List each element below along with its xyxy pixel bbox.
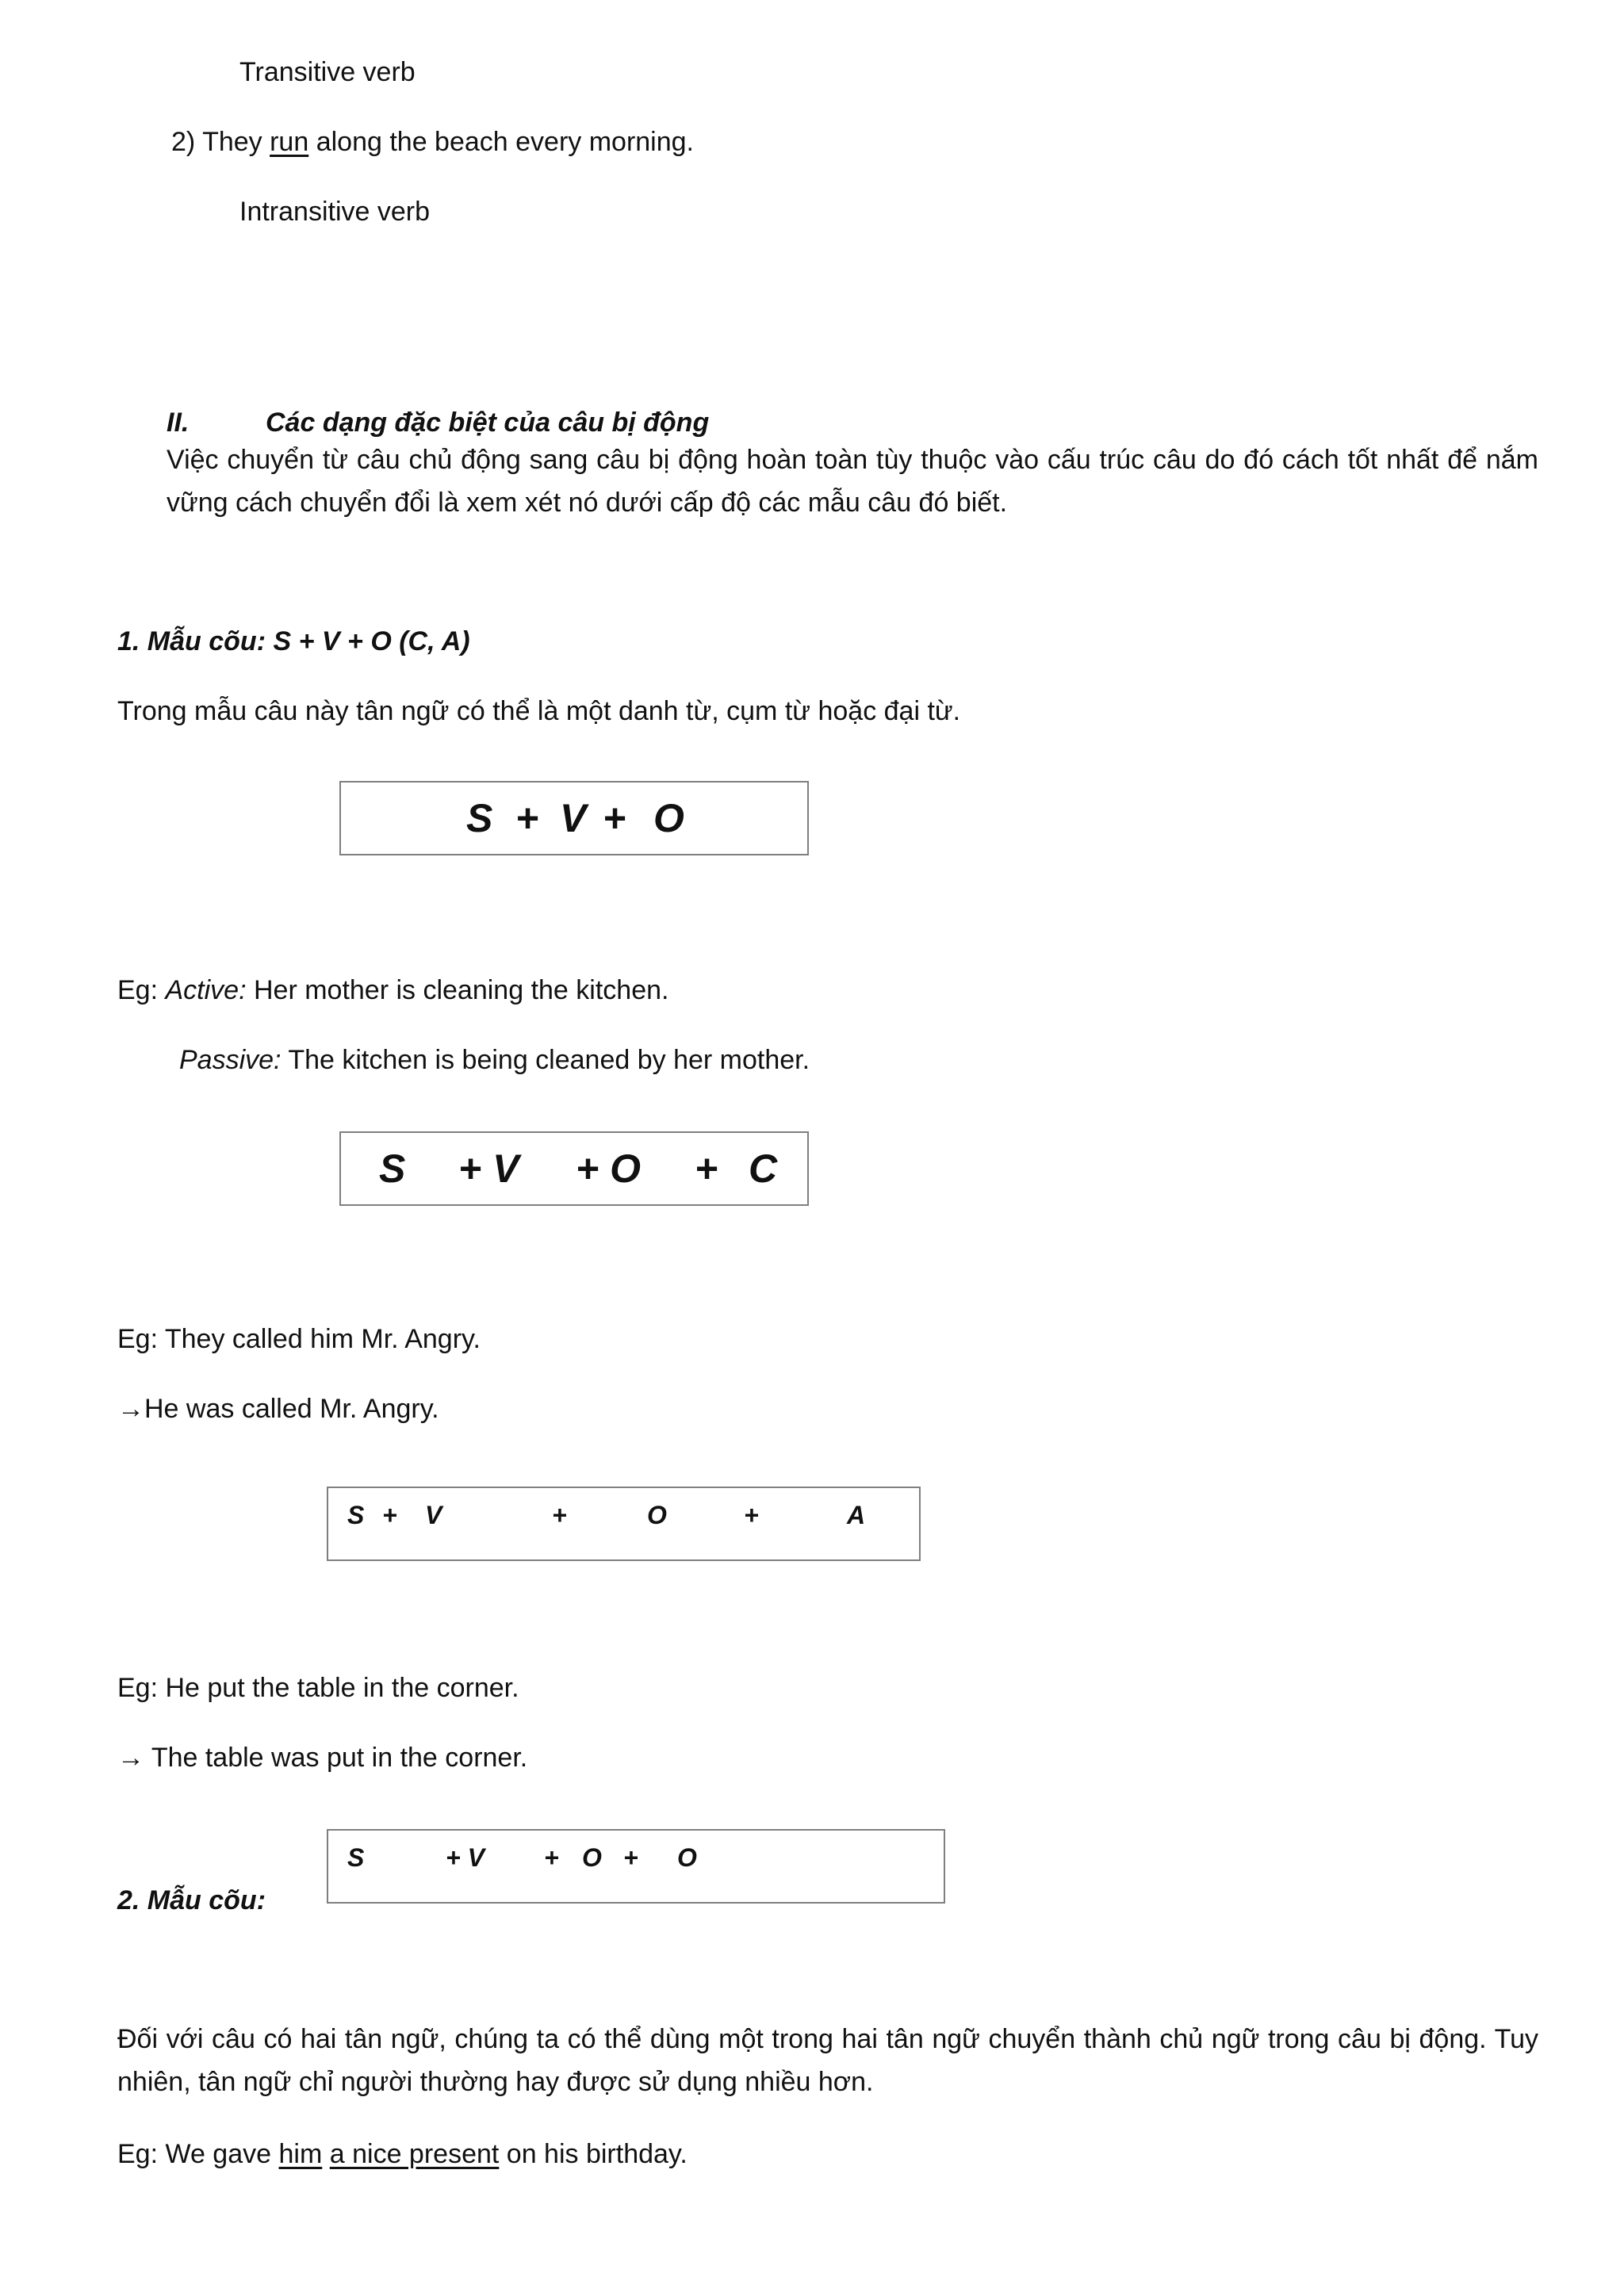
- formula-token: S: [347, 1501, 365, 1529]
- direct-object: a nice present: [329, 2139, 500, 2169]
- example-sentence-2: [171, 125, 694, 159]
- formula-token: +: [623, 1843, 638, 1872]
- pattern-1-heading: 1. Mẫu cõu: S + V + O (C, A): [117, 626, 470, 656]
- formula-token: S: [379, 1146, 406, 1191]
- active-sentence: Her mother is cleaning the kitchen.: [246, 975, 669, 1005]
- pattern-1-intro: Trong mẫu câu này tân ngữ có thể là một danh từ, cụm từ hoặc đại từ.: [117, 696, 961, 726]
- example-prefix: Eg:: [117, 975, 166, 1005]
- formula-box-svoo: [327, 1829, 945, 1904]
- section-heading: Các dạng đặc biệt của câu bị động: [266, 408, 710, 438]
- example-2-prefix: 2) They: [171, 127, 270, 157]
- formula-token: C: [749, 1146, 778, 1191]
- right-arrow-icon: →: [117, 1394, 144, 1424]
- formula-token: +: [603, 796, 626, 840]
- formula-token: V: [425, 1501, 442, 1529]
- example-passive: [179, 1043, 810, 1077]
- formula-token: +: [552, 1501, 567, 1529]
- transitive-verb-label: Transitive verb: [239, 57, 416, 87]
- pattern-2-paragraph: Đối với câu có hai tân ngữ, chúng ta có thể dùng một trong hai tân ngữ chuyển thành chủ ngữ trong câu bị động. Tuy nhiên, tân ngữ chỉ người thường hay được sử dụng nhiều hơn.: [117, 2024, 1538, 2097]
- example-2-suffix: along the beach every morning.: [308, 127, 694, 157]
- active-label: Active:: [165, 975, 247, 1005]
- formula-box-svoc: [339, 1131, 809, 1206]
- example-2-underlined-verb: run: [270, 127, 309, 157]
- formula-token: A: [847, 1501, 866, 1529]
- section-intro-paragraph: Việc chuyển từ câu chủ động sang câu bị động hoàn toàn tùy thuộc vào cấu trúc câu do đó cách tốt nhất để nắm vững cách chuyển đổi là xem xét nó dưới cấp độ các mẫu câu đó biết.: [167, 445, 1538, 518]
- formula-token: + V: [446, 1843, 485, 1872]
- formula-token: S: [347, 1843, 365, 1872]
- result-sentence: He was called Mr. Angry.: [144, 1394, 439, 1424]
- formula-token: +: [382, 1501, 397, 1529]
- example-gave-prefix: Eg: We gave: [117, 2139, 279, 2169]
- passive-sentence: The kitchen is being cleaned by her mother.: [281, 1045, 810, 1075]
- formula-token: +: [544, 1843, 559, 1872]
- result-sentence: The table was put in the corner.: [144, 1743, 528, 1773]
- formula-token: O: [653, 796, 684, 840]
- passive-label: Passive:: [179, 1045, 282, 1075]
- example-put: Eg: He put the table in the corner.: [117, 1673, 519, 1703]
- formula-token: V: [560, 796, 587, 840]
- formula-box-svo: [339, 781, 809, 855]
- intransitive-verb-label: Intransitive verb: [239, 197, 430, 227]
- example-gave: [117, 2137, 688, 2172]
- formula-token: + V: [458, 1146, 519, 1191]
- formula-token: O: [677, 1843, 697, 1872]
- formula-token: S: [466, 796, 493, 840]
- pattern-2-heading: 2. Mẫu cõu:: [117, 1885, 266, 1915]
- formula-token: +: [515, 796, 539, 840]
- example-gave-suffix: on his birthday.: [499, 2139, 688, 2169]
- example-put-result: [117, 1741, 527, 1775]
- formula-token: +: [744, 1501, 759, 1529]
- formula-token: +: [695, 1146, 718, 1191]
- example-called-result: [117, 1392, 439, 1426]
- right-arrow-icon: →: [117, 1743, 144, 1773]
- formula-token: O: [582, 1843, 602, 1872]
- indirect-object: him: [278, 2139, 323, 2169]
- formula-box-svoa: [327, 1487, 921, 1561]
- section-numeral: II.: [167, 408, 190, 438]
- example-active: [117, 974, 668, 1008]
- example-gave-space: [322, 2139, 329, 2169]
- formula-token: + O: [576, 1146, 641, 1191]
- example-called: Eg: They called him Mr. Angry.: [117, 1324, 481, 1354]
- formula-token: O: [647, 1501, 667, 1529]
